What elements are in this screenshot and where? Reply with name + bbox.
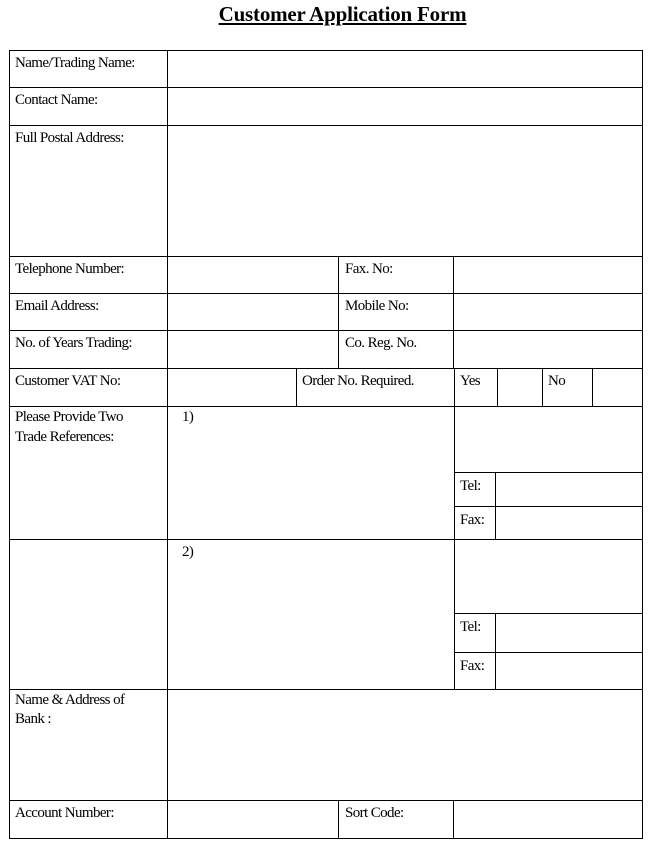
account-number-label: Account Number: (15, 805, 114, 821)
telephone-label: Telephone Number: (15, 261, 125, 277)
rule (453, 800, 454, 839)
mobile-field[interactable] (455, 295, 641, 329)
account-number-field[interactable] (169, 802, 337, 837)
reference-2-fax-label: Fax: (460, 658, 485, 674)
fax-no-label: Fax. No: (345, 261, 393, 277)
rule (167, 50, 168, 839)
reference-1-tel-label: Tel: (460, 478, 481, 494)
sort-code-field[interactable] (455, 802, 641, 837)
order-yes-box[interactable] (499, 370, 541, 405)
reference-2-tel-label: Tel: (460, 619, 481, 635)
reference-2-fax-field[interactable] (497, 654, 641, 688)
mobile-label: Mobile No: (345, 298, 409, 314)
rule (9, 368, 643, 369)
reference-1-extra-field[interactable] (456, 408, 641, 471)
reference-2-tel-field[interactable] (497, 615, 641, 651)
postal-address-field[interactable] (169, 127, 641, 255)
reference-1-tel-field[interactable] (497, 474, 641, 505)
rule (497, 368, 498, 406)
rule (9, 539, 643, 540)
reference-2-label: 2) (182, 544, 194, 560)
rule (592, 368, 593, 406)
reference-1-fax-field[interactable] (497, 508, 641, 538)
yes-label: Yes (460, 373, 481, 389)
trade-refs-label-line1: Please Provide Two (15, 409, 123, 425)
rule (454, 368, 455, 690)
rule (454, 613, 643, 614)
bank-label-line2: Bank : (15, 711, 51, 727)
rule (9, 406, 643, 407)
order-no-box[interactable] (594, 370, 641, 405)
email-field[interactable] (169, 295, 337, 329)
rule (495, 472, 496, 540)
telephone-field[interactable] (169, 258, 337, 292)
vat-field[interactable] (169, 370, 295, 405)
name-trading-field[interactable] (169, 52, 641, 86)
email-label: Email Address: (15, 298, 99, 314)
rule (9, 256, 643, 257)
order-required-label: Order No. Required. (302, 373, 414, 389)
contact-name-label: Contact Name: (15, 92, 98, 108)
rule (9, 689, 643, 690)
reference-1-fax-label: Fax: (460, 512, 485, 528)
contact-name-field[interactable] (169, 89, 641, 124)
rule (338, 256, 339, 368)
reference-2-extra-field[interactable] (456, 541, 641, 612)
rule (542, 368, 543, 406)
reference-1-label: 1) (182, 409, 194, 425)
rule (9, 293, 643, 294)
rule (9, 330, 643, 331)
rule (296, 368, 297, 406)
years-trading-field[interactable] (169, 332, 337, 367)
bank-label-line1: Name & Address of (15, 692, 125, 708)
rule (9, 50, 643, 51)
reference-1-details-field[interactable] (169, 408, 453, 538)
years-trading-label: No. of Years Trading: (15, 335, 133, 351)
rule (453, 256, 454, 368)
rule (454, 472, 643, 473)
bank-details-field[interactable] (169, 691, 641, 799)
form-title: Customer Application Form (218, 2, 467, 26)
postal-address-label: Full Postal Address: (15, 130, 124, 146)
rule (495, 613, 496, 690)
rule (9, 838, 643, 839)
reference-2-details-field[interactable] (169, 541, 453, 688)
trade-refs-label-line2: Trade References: (15, 429, 114, 445)
rule (454, 652, 643, 653)
name-trading-label: Name/Trading Name: (15, 55, 135, 71)
fax-no-field[interactable] (455, 258, 641, 292)
no-label: No (548, 373, 566, 389)
rule (338, 800, 339, 839)
rule (9, 800, 643, 801)
co-reg-field[interactable] (455, 332, 641, 367)
rule (454, 506, 643, 507)
rule (9, 125, 643, 126)
rule (9, 87, 643, 88)
co-reg-label: Co. Reg. No. (345, 335, 417, 351)
rule (642, 50, 643, 839)
vat-label: Customer VAT No: (15, 373, 121, 389)
sort-code-label: Sort Code: (345, 805, 404, 821)
rule (9, 50, 10, 839)
